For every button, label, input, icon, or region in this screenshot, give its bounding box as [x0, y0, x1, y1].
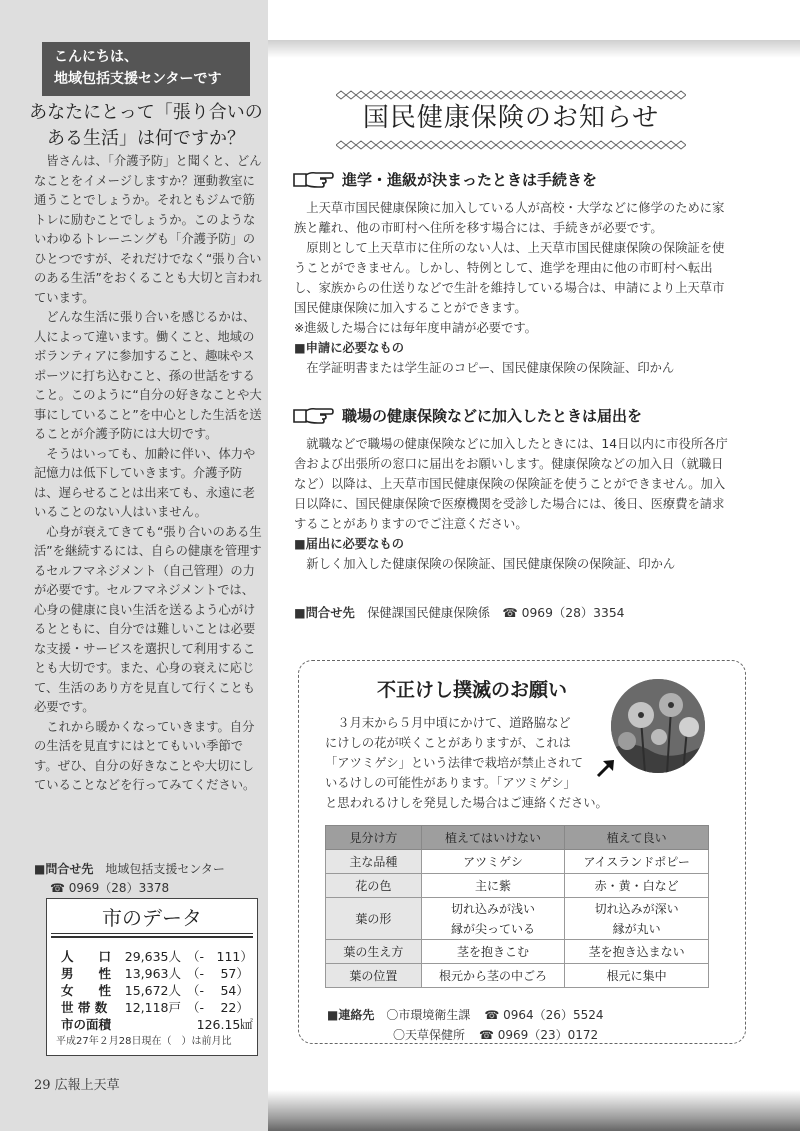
poppy-notice-box: [298, 660, 746, 1044]
table-cell: アツミゲシ: [421, 850, 565, 874]
stats-row: [61, 982, 253, 999]
stats-label: 市の面積: [61, 1017, 112, 1032]
row-header: 葉の生え方: [326, 940, 422, 964]
left-column: [0, 0, 268, 1131]
table-row: [326, 874, 709, 898]
table-cell: 根元から茎の中ごろ: [421, 964, 565, 988]
notice-contact: [327, 1005, 604, 1045]
table-cell: 茎を抱きこむ: [421, 940, 565, 964]
stats-diff: （- 57）: [187, 966, 249, 981]
paragraph: 上天草市国民健康保険に加入している人が高校・大学などに修学のために家族と離れ、他の市町村へ住所を移す場合には、手続きが必要です。: [294, 201, 725, 235]
stats-row: [61, 999, 253, 1016]
requirements-label: ■申請に必要なもの: [294, 341, 404, 355]
notice-text-line: にけしの花が咲くことがありますが、これは: [325, 736, 571, 750]
column-header-line2: 地域包括支援センターです: [54, 71, 222, 87]
column-header: 植えてはいけない: [421, 826, 565, 850]
table-cell: 主に紫: [421, 874, 565, 898]
paragraph: そうはいっても、加齢に伴い、体力や記憶力は低下していきます。介護予防は、遅らせることは出来ても、永遠に老いることのない人はいません。: [34, 446, 256, 519]
notice-text-line: ３月末から５月中頃にかけて、道路脇など: [337, 716, 571, 730]
city-data-box: [46, 898, 258, 1056]
row-header: 葉の形: [326, 898, 422, 940]
requirements-text: 新しく加入した健康保険の保険証、国民健康保険の保険証、印かん: [306, 557, 676, 571]
column-contact: [34, 860, 262, 898]
poppy-comparison-table: [325, 825, 709, 988]
cell-line: 切れ込みが浅い: [451, 901, 536, 916]
contact-name: 〇市環境衛生課: [386, 1008, 471, 1022]
table-cell: 茎を抱き込まない: [565, 940, 709, 964]
table-row: [326, 898, 709, 940]
stats-value: 29,635人: [124, 949, 181, 964]
divider: [51, 936, 253, 938]
table-row: [326, 850, 709, 874]
notice-text-line: いるけしの可能性があります。「アツミゲシ」: [325, 776, 576, 790]
stats-diff: （- 111）: [187, 949, 253, 964]
poppy-photo: [611, 679, 705, 773]
table-header-row: [326, 826, 709, 850]
stats-row: [61, 1016, 253, 1033]
section-heading-text: 職場の健康保険などに加入したときは届出を: [342, 406, 643, 425]
contact-label: ■問合せ先: [294, 606, 355, 620]
stats-value: 15,672人: [124, 983, 181, 998]
stats-label: 世 帯 数: [61, 1000, 108, 1015]
section-heading-text: 進学・進級が決まったときは手続きを: [342, 170, 598, 189]
stats-label: 男 性: [61, 966, 112, 981]
pointing-hand-icon: [292, 404, 334, 426]
stats-value: 126.15㎢: [196, 1017, 253, 1032]
table-cell: アイスランドポピー: [565, 850, 709, 874]
stats-label: 人 口: [61, 949, 112, 964]
row-header: 葉の位置: [326, 964, 422, 988]
column-title-line1: あなたにとって「張り合いの: [29, 102, 263, 123]
table-row: [326, 940, 709, 964]
city-data-table: [61, 948, 253, 1033]
stats-diff: （- 22）: [187, 1000, 249, 1015]
contact-tel: ☎ 0969（28）3378: [50, 881, 170, 895]
row-header: 花の色: [326, 874, 422, 898]
row-header: 主な品種: [326, 850, 422, 874]
stats-value: 13,963人: [124, 966, 181, 981]
contact-name: 地域包括支援センター: [105, 862, 225, 876]
column-header: 植えて良い: [565, 826, 709, 850]
stats-row: [61, 948, 253, 965]
pointing-hand-icon: [292, 168, 334, 190]
contact-tel: ☎ 0969（28）3354: [502, 606, 625, 620]
table-cell: [565, 898, 709, 940]
footer-band: [268, 1090, 800, 1131]
poppy-flowers-image: [611, 679, 705, 773]
note: ※進級した場合には毎年度申請が必要です。: [294, 321, 537, 335]
section-body-enrollment: [294, 198, 734, 378]
contact-tel: ☎ 0964（26）5524: [484, 1008, 604, 1022]
table-row: [326, 964, 709, 988]
cell-line: 縁が丸い: [612, 921, 661, 936]
paragraph: 原則として上天草市に住所のない人は、上天草市国民健康保険の保険証を使うことができません。しかし、特例として、進学を理由に他の市町村へ転出し、家族からの仕送りなどで生計を維持している場合は、申請により上天草市国民健康保険に加入することができます。: [294, 241, 725, 315]
column-header-line1: こんにちは、: [54, 49, 138, 65]
contact-tel: ☎ 0969（23）0172: [479, 1028, 599, 1042]
table-cell: 根元に集中: [565, 964, 709, 988]
paragraph: 心身が衰えてきても“張り合いのある生活”を継続するには、自らの健康を管理するセルフマネジメント（自己管理）の力が必要です。セルフマネジメントでは、心身の健康に良い生活を送るよう心がけるとともに、自分では難しいことは必要な支援・サービスを選択して利用することも大切です。また、心身の衰えに応じて、生活のあり方を見直して行くことも必要です。: [34, 524, 262, 714]
column-title: [28, 100, 264, 152]
cell-line: 縁が尖っている: [451, 921, 536, 936]
zigzag-ornament: [336, 140, 686, 150]
stats-note: 平成27年２月28日現在（ ）は前月比: [56, 1036, 232, 1047]
notice-text: [325, 713, 615, 813]
page-number: 29 広報上天草: [34, 1078, 120, 1093]
paragraph: 就職などで職場の健康保険などに加入したときには、14日以内に市役所各庁舎および出張所の窓口に届出をお願いします。健康保険などの加入日（就職日など）以降は、上天草市国民健康保険の保険証を使うことができません。加入日以降に、国民健康保険で医療機関を受診した場合には、後日、医療費を請求することがありますのでご注意ください。: [294, 437, 728, 531]
stats-row: [61, 965, 253, 982]
column-header: 見分け方: [326, 826, 422, 850]
stats-value: 12,118戸: [124, 1000, 181, 1015]
stats-label: 女 性: [61, 983, 112, 998]
city-data-title: 市のデータ: [102, 906, 202, 930]
notice-text-line: 「アツミゲシ」という法律で栽培が禁止されて: [325, 756, 583, 770]
paragraph: これから暖かくなっていきます。自分の生活を見直すにはとてもいい季節です。ぜひ、自分の好きなことや大切にしていることなどを行ってみてください。: [34, 719, 256, 792]
requirements-text: 在学証明書または学生証のコピー、国民健康保険の保険証、印かん: [306, 361, 675, 375]
decorative-border: [336, 140, 686, 150]
table-cell: 赤・黄・白など: [565, 874, 709, 898]
column-header: [42, 42, 250, 96]
contact-label: ■問合せ先: [34, 862, 94, 876]
table-cell: [421, 898, 565, 940]
contact-name: 〇天草保健所: [393, 1028, 466, 1042]
stats-diff: （- 54）: [187, 983, 249, 998]
contact-label: ■連絡先: [327, 1008, 375, 1022]
requirements-label: ■届出に必要なもの: [294, 537, 404, 551]
divider: [51, 933, 253, 934]
section-heading-enrollment: [292, 166, 597, 192]
cell-line: 切れ込みが深い: [594, 901, 679, 916]
paragraph: 皆さんは、「介護予防」と聞くと、どんなことをイメージしますか？運動教室に通うことでしょうか。それともジムで筋トレに励むことでしょうか。このようないわゆるトレーニングも「介護予防」のひとつですが、それだけでなく“張り合いのある生活”をおくることも大切と言われています。: [34, 154, 262, 305]
section-heading-employment: [292, 402, 642, 428]
page-title: 国民健康保険のお知らせ: [362, 103, 660, 133]
notice-title: 不正けし撲滅のお願い: [377, 679, 568, 701]
header-band: [268, 40, 800, 58]
section-body-employment: [294, 434, 734, 574]
column-body: [34, 152, 262, 796]
notice-text-line: と思われるけしを発見した場合はご連絡ください。: [325, 796, 608, 810]
contact-info: [294, 604, 624, 622]
column-title-line2: ある生活」は何ですか？: [47, 128, 245, 149]
contact-name: 保健課国民健康保険係: [367, 606, 491, 620]
paragraph: どんな生活に張り合いを感じるかは、人によって違います。働くこと、地域のボランティアに参加すること、趣味やスポーツに打ち込むこと、孫の世話をすること。このように“自分の好きなことや大事にしていること”を中心とした生活を送ることが介護予防には大切です。: [34, 310, 262, 441]
